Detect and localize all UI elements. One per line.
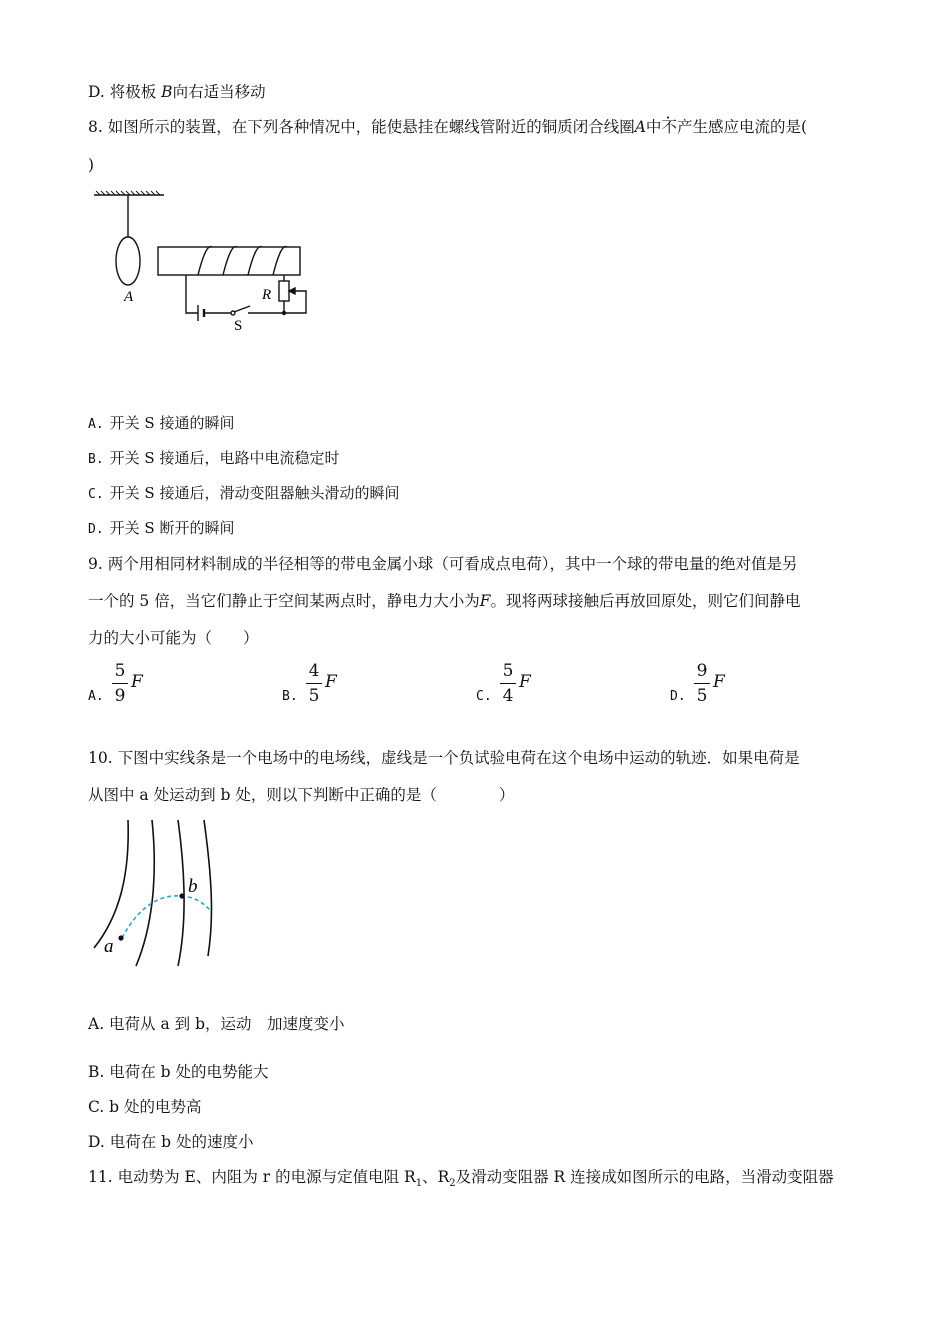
- q8-copper-ring: [116, 237, 140, 285]
- q11-stem-c: 及滑动变阻器 R 连接成如图所示的电路，当滑动变阻器: [455, 1168, 834, 1186]
- q9-option-c-num: 5: [502, 661, 514, 681]
- q8-stem-part1: 8. 如图所示的装置，在下列各种情况中，能使悬挂在螺线管附近的铜质闭合线圈: [88, 118, 635, 136]
- q9-stem-line3: 力的大小可能为（ ）: [88, 629, 259, 647]
- q8-stem-line2: ): [88, 156, 95, 174]
- q7-option-d-prefix: D. 将极板: [88, 83, 157, 101]
- q9-option-c-fraction: [500, 660, 516, 707]
- q8-option-d-text: 开关 S 断开的瞬间: [109, 519, 235, 537]
- q8-option-d: [88, 518, 234, 540]
- q8-stem-line1: [88, 117, 807, 137]
- q10-option-c: C. b 处的电势高: [88, 1098, 202, 1116]
- q8-stem-part2: 中: [645, 118, 662, 136]
- q8-option-d-label: D.: [88, 522, 104, 537]
- q10-option-a: A. 电荷从 a 到 b，运动 加速度变小: [88, 1015, 345, 1033]
- q10-field-line-4: [204, 820, 211, 956]
- q8-option-b-text: 开关 S 接通后，电路中电流稳定时: [109, 449, 340, 467]
- q10-field-line-2: [136, 820, 154, 966]
- q10-option-d: D. 电荷在 b 处的速度小: [88, 1133, 254, 1151]
- q8-option-c: [88, 483, 399, 505]
- q8-stem-var: A: [634, 118, 646, 136]
- q8-option-c-label: C.: [88, 487, 104, 502]
- q11-stem-line1: [88, 1167, 834, 1194]
- q9-option-d-num: 9: [696, 661, 708, 681]
- q10-point-a: [118, 935, 123, 940]
- q8-stem-emphasis: 不: [661, 118, 677, 136]
- q9-option-a-fraction: [112, 660, 128, 707]
- q9-option-b-num: 4: [308, 661, 320, 681]
- q8-stem-part3: 产生感应电流的是(: [676, 118, 808, 136]
- q10-field-line-3: [178, 820, 184, 966]
- q8-option-a-text: 开关 S 接通的瞬间: [109, 414, 235, 432]
- q9-stem-line2-b: 。现将两球接触后再放回原处，则它们间静电: [490, 592, 801, 610]
- q9-option-d-fraction: [694, 660, 710, 707]
- q9-option-c-unit: F: [519, 672, 531, 692]
- q11-sub-1: 1: [415, 1178, 423, 1190]
- q11-sub-2: 2: [449, 1178, 456, 1190]
- q8-switch-blade: [234, 306, 250, 312]
- q9-stem-var: F: [479, 592, 491, 610]
- q8-option-b-label: B.: [88, 452, 104, 467]
- q9-option-a-unit: F: [131, 672, 143, 692]
- q8-solenoid: [158, 247, 300, 275]
- q9-option-d-label: D.: [670, 689, 686, 704]
- q10-field-line-1: [94, 820, 128, 948]
- q9-option-a-den: 9: [114, 686, 126, 706]
- q9-option-b-fraction: [306, 660, 322, 707]
- q8-option-c-text: 开关 S 接通后，滑动变阻器触头滑动的瞬间: [109, 484, 400, 502]
- q10-stem-line1: 10. 下图中实线条是一个电场中的电场线，虚线是一个负试验电荷在这个电场中运动的轨迹．如果电荷是: [88, 749, 800, 767]
- q8-label-s: S: [234, 318, 243, 334]
- q8-option-a: [88, 413, 234, 435]
- q9-option-d-unit: F: [713, 672, 725, 692]
- q8-solenoid-figure: [88, 185, 328, 335]
- q9-option-b-den: 5: [308, 686, 320, 706]
- q10-point-b: [179, 893, 184, 898]
- q9-option-c-den: 4: [502, 686, 514, 706]
- q9-stem-line2: [88, 591, 801, 611]
- q7-option-d: [88, 82, 266, 102]
- q9-option-d-den: 5: [696, 686, 708, 706]
- q8-option-a-label: A.: [88, 417, 104, 432]
- q9-option-c-label: C.: [476, 689, 492, 704]
- q10-label-b: b: [188, 876, 198, 897]
- q11-stem-a: 11. 电动势为 E、内阻为 r 的电源与定值电阻 R: [88, 1168, 416, 1186]
- q9-stem-line1: 9. 两个用相同材料制成的半径相等的带电金属小球（可看成点电荷），其中一个球的带电量的绝对值是另: [88, 555, 798, 573]
- q10-label-a: a: [104, 936, 114, 957]
- q9-option-a-label: A.: [88, 689, 104, 704]
- q9-option-a-num: 5: [114, 661, 126, 681]
- q10-field-figure: [88, 818, 228, 968]
- q10-stem-line2: 从图中 a 处运动到 b 处，则以下判断中正确的是（ ）: [88, 786, 515, 804]
- q7-option-d-suffix: 向右适当移动: [172, 83, 266, 101]
- q8-label-r: R: [262, 287, 272, 303]
- q11-stem-b: 、R: [422, 1168, 450, 1186]
- q9-option-b-label: B.: [282, 689, 298, 704]
- q8-option-b: [88, 448, 339, 470]
- q8-label-a: A: [124, 289, 134, 305]
- q7-option-d-var: B: [161, 83, 173, 101]
- q9-stem-line2-a: 一个的 5 倍，当它们静止于空间某两点时，静电力大小为: [88, 592, 480, 610]
- q10-trajectory: [122, 896, 210, 938]
- q10-option-b: B. 电荷在 b 处的电势能大: [88, 1063, 269, 1081]
- q9-option-b-unit: F: [325, 672, 337, 692]
